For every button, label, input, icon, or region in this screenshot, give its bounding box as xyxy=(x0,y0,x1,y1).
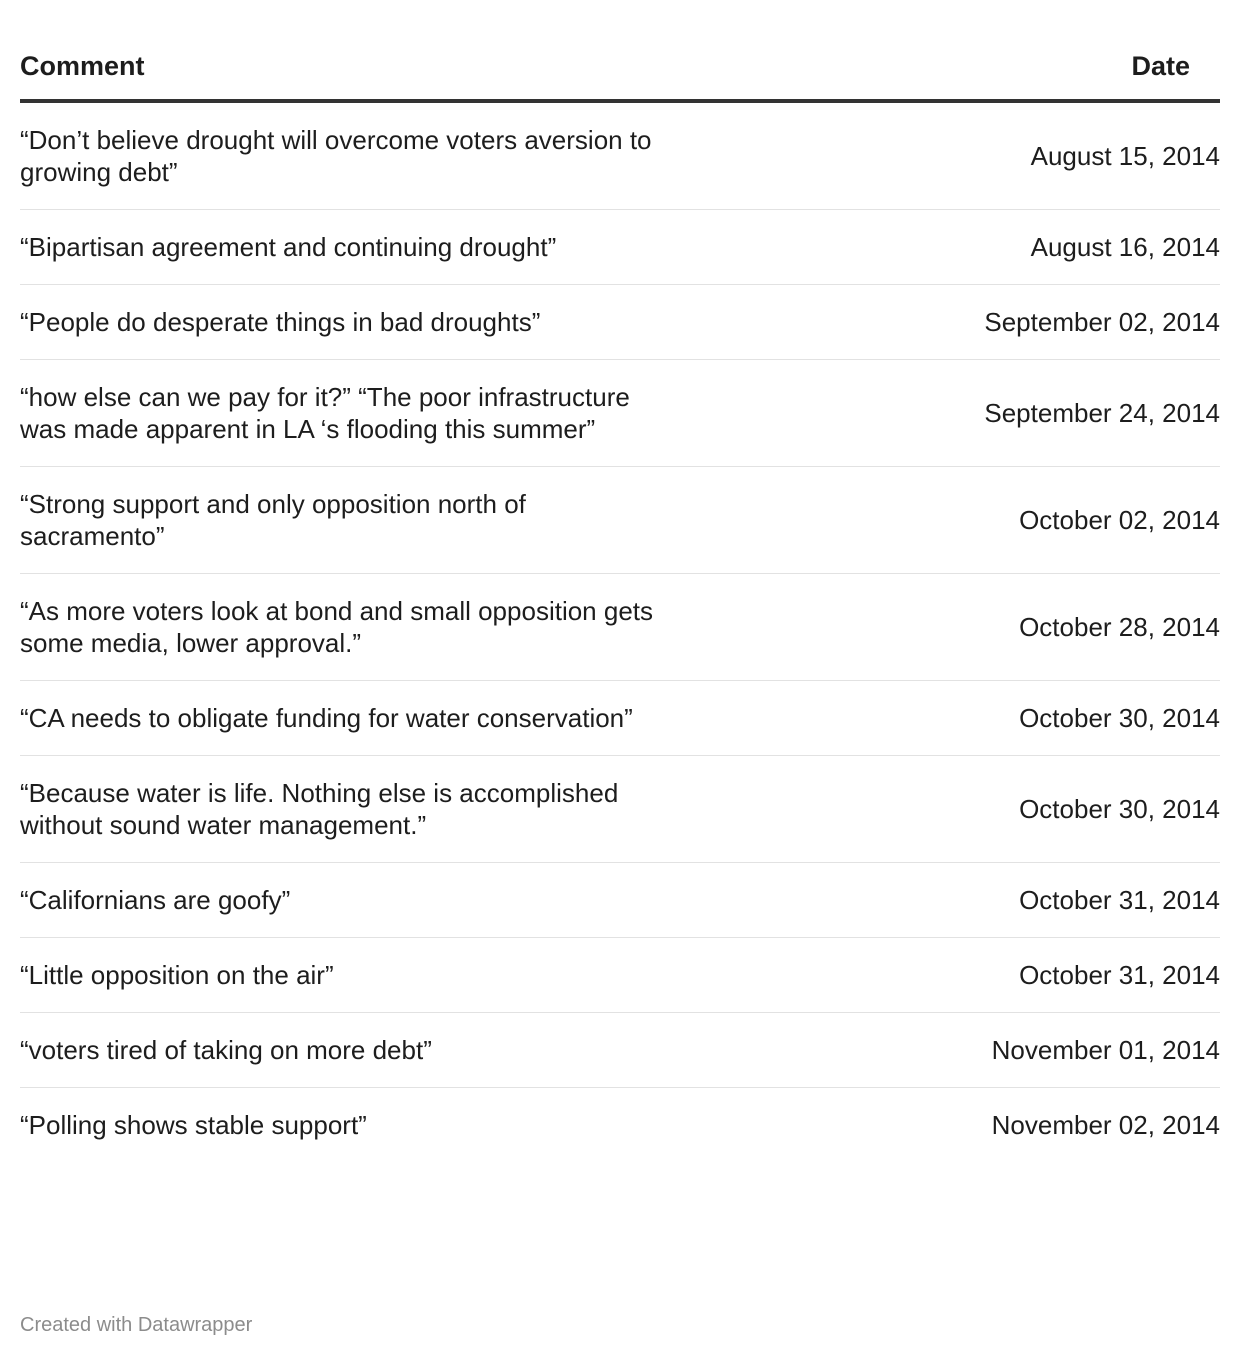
table-row xyxy=(20,284,1220,359)
comment-cell: “Strong support and only opposition north of sacramento” xyxy=(20,466,680,573)
table-body xyxy=(20,101,1220,1162)
comment-cell: “Little opposition on the air” xyxy=(20,937,680,1012)
chart-container xyxy=(0,52,1240,1360)
footer-credit: Created with Datawrapper xyxy=(20,1314,253,1336)
date-cell: August 15, 2014 xyxy=(680,101,1220,210)
table-row xyxy=(20,680,1220,755)
comment-cell: “Californians are goofy” xyxy=(20,862,680,937)
date-cell: October 30, 2014 xyxy=(680,680,1220,755)
table-row xyxy=(20,209,1220,284)
comments-table xyxy=(20,52,1220,1162)
date-cell: October 31, 2014 xyxy=(680,937,1220,1012)
column-header-date[interactable]: Date xyxy=(680,52,1220,101)
date-cell: September 02, 2014 xyxy=(680,284,1220,359)
date-cell: August 16, 2014 xyxy=(680,209,1220,284)
column-header-comment[interactable]: Comment xyxy=(20,52,680,101)
table-row xyxy=(20,573,1220,680)
date-cell: October 30, 2014 xyxy=(680,755,1220,862)
comment-cell: “CA needs to obligate funding for water conservation” xyxy=(20,680,680,755)
comment-cell: “how else can we pay for it?” “The poor infrastructure was made apparent in LA ‘s flooding this summer” xyxy=(20,359,680,466)
table-row xyxy=(20,862,1220,937)
table-row xyxy=(20,1012,1220,1087)
comment-cell: “Bipartisan agreement and continuing drought” xyxy=(20,209,680,284)
date-cell: October 31, 2014 xyxy=(680,862,1220,937)
table-row xyxy=(20,101,1220,210)
comment-cell: “As more voters look at bond and small opposition gets some media, lower approval.” xyxy=(20,573,680,680)
date-cell: November 01, 2014 xyxy=(680,1012,1220,1087)
date-cell: September 24, 2014 xyxy=(680,359,1220,466)
table-row xyxy=(20,359,1220,466)
comment-cell: “Because water is life. Nothing else is accomplished without sound water management.” xyxy=(20,755,680,862)
table-row xyxy=(20,937,1220,1012)
comment-cell: “voters tired of taking on more debt” xyxy=(20,1012,680,1087)
comment-cell: “Don’t believe drought will overcome voters aversion to growing debt” xyxy=(20,101,680,210)
comment-cell: “People do desperate things in bad droughts” xyxy=(20,284,680,359)
date-cell: October 02, 2014 xyxy=(680,466,1220,573)
table-header-row xyxy=(20,52,1220,101)
table-row xyxy=(20,755,1220,862)
table-row xyxy=(20,466,1220,573)
comment-cell: “Polling shows stable support” xyxy=(20,1109,367,1140)
date-cell: November 02, 2014 xyxy=(991,1109,1220,1140)
date-cell: October 28, 2014 xyxy=(680,573,1220,680)
table-row xyxy=(20,1087,1220,1162)
